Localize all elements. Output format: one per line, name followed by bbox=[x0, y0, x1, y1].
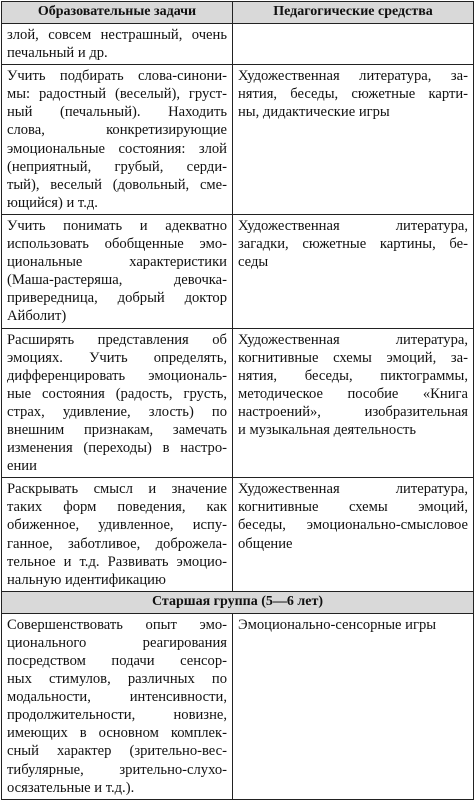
cell-line: Учить понимать и адекватно bbox=[7, 217, 227, 234]
task-cell bbox=[2, 328, 233, 478]
cell-line: дифференцировать эмоциональ- bbox=[7, 367, 227, 384]
cell-line: Эмоционально-сенсорные игры bbox=[238, 616, 437, 633]
task-cell bbox=[2, 65, 233, 215]
table-row bbox=[2, 478, 474, 592]
table-row bbox=[2, 613, 474, 799]
means-cell bbox=[233, 65, 474, 215]
cell-line: ении bbox=[7, 458, 37, 475]
means-cell bbox=[233, 328, 474, 478]
cell-line: циональные характеристики bbox=[7, 254, 227, 271]
cell-line: использовать обобщенные эмо- bbox=[7, 236, 227, 253]
cell-line: методическое пособие «Книга bbox=[238, 385, 468, 402]
cell-line: седы bbox=[238, 254, 269, 271]
section-title: Старшая группа (5—6 лет) bbox=[2, 591, 474, 613]
cell-line: беседы, эмоционально-смысловое bbox=[238, 517, 468, 534]
means-cell bbox=[233, 478, 474, 592]
cell-line: сный характер (зрительно-вес- bbox=[7, 743, 227, 760]
table-body bbox=[2, 24, 474, 800]
header-tasks: Образовательные задачи bbox=[2, 2, 233, 24]
cell-line: внешним признакам, замечать bbox=[7, 421, 227, 438]
cell-line: когнитивные схемы эмоций, bbox=[238, 499, 468, 516]
cell-line: нальную идентификацию bbox=[7, 571, 166, 588]
cell-line: ющийся) и т.д. bbox=[7, 194, 98, 211]
cell-line: ный (печальный). Находить bbox=[7, 104, 227, 121]
cell-line: ных стимулов, различных по bbox=[7, 671, 227, 688]
cell-line: Совершенствовать опыт эмо- bbox=[7, 616, 227, 633]
cell-line: когнитивные схемы эмоций, за- bbox=[238, 349, 468, 366]
cell-line: (неприятный, грубый, серди- bbox=[7, 158, 227, 175]
cell-line: ционального реагирования bbox=[7, 634, 227, 651]
section-row bbox=[2, 591, 474, 613]
cell-line: Раскрывать смысл и значение bbox=[7, 481, 227, 498]
cell-line: имеющих в основном комплек- bbox=[7, 725, 227, 742]
task-cell bbox=[2, 613, 233, 799]
cell-line: ны, дидактические игры bbox=[238, 104, 390, 121]
cell-line: посредством подачи сенсор- bbox=[7, 653, 227, 669]
cell-line: злой, совсем нестрашный, очень bbox=[7, 27, 227, 43]
header-means: Педагогические средства bbox=[233, 2, 474, 24]
cell-line: нятия, беседы, пиктограммы, bbox=[238, 367, 468, 384]
cell-line: Расширять представления об bbox=[7, 331, 227, 348]
cell-line: эмоциях. Учить определять, bbox=[7, 349, 227, 366]
task-cell bbox=[2, 24, 233, 65]
cell-line: мы: радостный (веселый), груст- bbox=[7, 86, 227, 103]
cell-line: и музыкальная деятельность bbox=[238, 421, 417, 438]
cell-line: привередница, добрый доктор bbox=[7, 290, 227, 307]
cell-line: загадки, сюжетные картины, бе- bbox=[238, 236, 468, 253]
cell-line: страх, удивление, злость) по bbox=[7, 403, 227, 420]
education-table bbox=[1, 1, 474, 800]
cell-line: слова, конкретизирующие bbox=[7, 122, 227, 139]
cell-line: продолжительности, новизне, bbox=[7, 707, 227, 724]
cell-line: таких форм поведения, как bbox=[7, 499, 227, 516]
cell-line: нятия, беседы, сюжетные карти- bbox=[238, 86, 468, 103]
means-cell bbox=[233, 613, 474, 799]
cell-line: Художественная литература, за- bbox=[238, 68, 468, 85]
cell-line: Художественная литература, bbox=[238, 481, 468, 498]
cell-line: печальный и др. bbox=[7, 45, 108, 62]
task-cell bbox=[2, 214, 233, 328]
cell-line: Учить подбирать слова-синони- bbox=[7, 68, 227, 85]
cell-line: ные состояния (радость, грусть, bbox=[7, 385, 227, 402]
table-row bbox=[2, 214, 474, 328]
cell-line: (Маша-растеряша, девочка- bbox=[7, 272, 227, 289]
means-cell bbox=[233, 24, 474, 65]
cell-line: обиженное, удивленное, испу- bbox=[7, 517, 227, 534]
means-cell bbox=[233, 214, 474, 328]
cell-line: ганное, заботливое, доброжела- bbox=[7, 535, 227, 552]
cell-line: Айболит) bbox=[7, 308, 67, 325]
cell-line: осязательные и т.д.). bbox=[7, 779, 135, 796]
cell-line: Художественная литература, bbox=[238, 331, 468, 348]
header-row bbox=[2, 2, 474, 24]
cell-line: эмоциональные состояния: злой bbox=[7, 140, 227, 157]
table-row bbox=[2, 24, 474, 65]
cell-line: изменения (переходы) в настро- bbox=[7, 440, 227, 457]
cell-line: тибулярные, зрительно-слухо- bbox=[7, 761, 227, 778]
cell-line: Художественная литература, bbox=[238, 217, 468, 234]
table-row bbox=[2, 328, 474, 478]
task-cell bbox=[2, 478, 233, 592]
cell-line: тельное и т.д. Развивать эмоцио- bbox=[7, 553, 227, 570]
cell-line: модальности, интенсивности, bbox=[7, 689, 227, 706]
table-row bbox=[2, 65, 474, 215]
cell-line: тый), веселый (довольный, сме- bbox=[7, 176, 227, 193]
cell-line: настроений», изобразительная bbox=[238, 403, 468, 420]
cell-line: общение bbox=[238, 535, 293, 552]
